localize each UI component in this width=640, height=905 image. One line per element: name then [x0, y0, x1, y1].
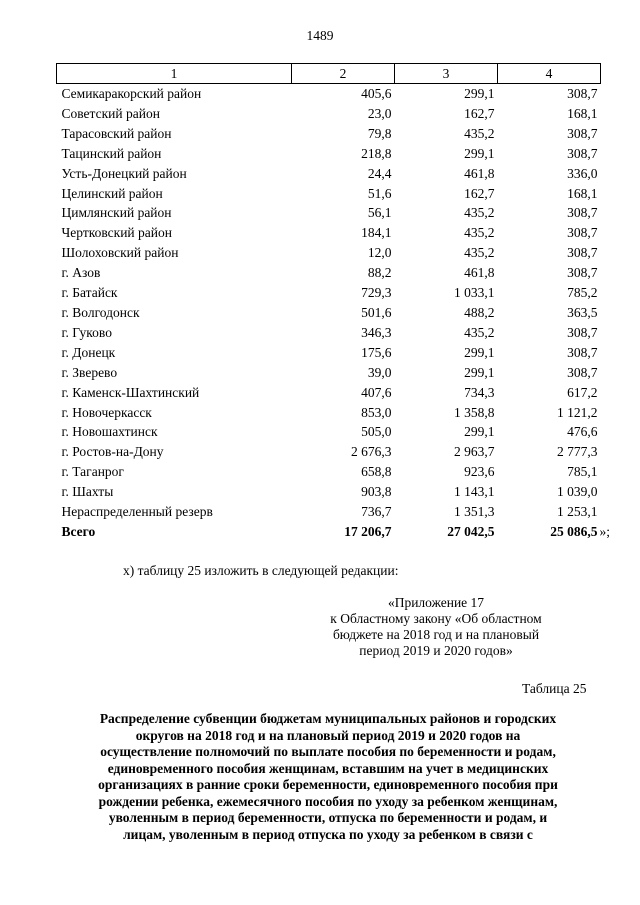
value-2018: 729,3 — [361, 285, 392, 301]
appendix-line: период 2019 и 2020 годов» — [359, 643, 513, 658]
value-2020: 1 121,2 — [557, 404, 598, 420]
value-2020: 308,7 — [567, 265, 598, 281]
value-2018: 56,1 — [367, 205, 392, 221]
table-heading — [56, 711, 600, 843]
table-row — [57, 442, 601, 462]
table-row — [57, 283, 601, 303]
municipality-name: г. Новошахтинск — [61, 424, 158, 440]
value-2019: 299,1 — [464, 145, 495, 161]
table-row — [57, 383, 601, 403]
table-row — [57, 403, 601, 423]
table-row — [57, 104, 601, 124]
value-2019: 435,2 — [464, 125, 495, 141]
value-2018: 405,6 — [361, 86, 392, 101]
value-2020: 336,0 — [567, 165, 598, 181]
value-2020: 2 777,3 — [557, 444, 598, 460]
table-row — [57, 303, 601, 323]
column-header: 2 — [292, 64, 395, 84]
heading-line: единовременного пособия женщинам, вставшим на учет в медицинских — [107, 760, 549, 776]
table-row — [57, 184, 601, 204]
value-2020: 308,7 — [567, 245, 598, 261]
municipality-name: г. Новочеркасск — [61, 404, 152, 420]
appendix-line: к Областному закону «Об областном — [330, 611, 542, 626]
table-row — [57, 343, 601, 363]
value-2018: 407,6 — [361, 384, 392, 400]
value-2020: 476,6 — [567, 424, 598, 440]
table-row — [57, 462, 601, 482]
value-2018: 658,8 — [361, 464, 392, 480]
value-2018: 736,7 — [361, 504, 392, 520]
heading-line: Распределение субвенции бюджетам муниципальных районов и городских — [99, 711, 557, 726]
value-2019: 734,3 — [464, 384, 495, 400]
value-2019: 435,2 — [464, 245, 495, 261]
value-2020: 308,7 — [567, 145, 598, 161]
municipality-name: Тацинский район — [61, 145, 162, 161]
appendix-line: «Приложение 17 — [387, 595, 485, 610]
value-2018: 51,6 — [367, 185, 392, 201]
value-2019: 299,1 — [464, 344, 495, 360]
value-2020: 168,1 — [567, 185, 598, 201]
value-2018: 24,4 — [367, 165, 392, 181]
heading-line: лицам, уволенным в период отпуска по уходу за ребенком в связи с — [123, 826, 533, 842]
column-header: 4 — [498, 64, 601, 84]
value-2019: 299,1 — [464, 364, 495, 380]
value-2018: 505,0 — [361, 424, 392, 440]
value-2020: 308,7 — [567, 125, 598, 141]
municipality-name: г. Волгодонск — [61, 304, 140, 320]
value-2019: 435,2 — [464, 225, 495, 241]
value-2020: 308,7 — [567, 344, 598, 360]
value-2018: 12,0 — [367, 245, 392, 261]
column-header: 1 — [57, 64, 292, 84]
municipality-name: г. Донецк — [61, 344, 116, 360]
value-2019: 162,7 — [464, 105, 495, 121]
heading-line: рождении ребенка, ежемесячного пособия по уходу за ребенком женщинам, — [98, 793, 558, 809]
municipality-name: г. Каменск-Шахтинский — [61, 384, 200, 400]
value-2020: 617,2 — [567, 384, 598, 400]
value-2019: 162,7 — [464, 185, 495, 201]
table-row — [57, 502, 601, 522]
value-2018: 23,0 — [367, 105, 392, 121]
value-2020: 308,7 — [567, 86, 598, 101]
table-row — [57, 243, 601, 263]
municipality-name: Тарасовский район — [61, 125, 172, 141]
value-2020: 308,7 — [567, 364, 598, 380]
heading-line: уволенным в период беременности, отпуска по беременности и родам, и — [108, 810, 548, 825]
heading-line: округов на 2018 год и на плановый период 2019 и 2020 годов на — [135, 727, 521, 743]
table-label: Таблица 25 — [522, 681, 587, 696]
appendix-line: бюджете на 2018 год и на плановый — [332, 627, 540, 642]
value-2018: 184,1 — [361, 225, 392, 241]
subvention-table — [56, 63, 611, 542]
municipality-name: г. Ростов-на-Дону — [61, 444, 164, 460]
municipality-name: г. Гуково — [61, 324, 112, 340]
value-2019: 435,2 — [464, 324, 495, 340]
municipality-name: Советский район — [61, 105, 160, 121]
heading-line: осуществление полномочий по выплате пособия по беременности и родам, — [100, 744, 556, 759]
value-2019: 1 033,1 — [454, 285, 495, 301]
value-2019: 299,1 — [464, 424, 495, 440]
value-2018: 88,2 — [367, 265, 392, 281]
value-2020: 785,1 — [567, 464, 598, 480]
municipality-name: Усть-Донецкий район — [61, 165, 187, 181]
total-row — [57, 522, 601, 542]
value-2019: 299,1 — [464, 86, 495, 101]
heading-line: организациях в ранние сроки беременности, единовременного пособия при — [98, 777, 558, 792]
value-2019: 1 351,3 — [454, 504, 495, 520]
municipality-name: г. Таганрог — [61, 464, 124, 480]
total-value-2020: 25 086,5 — [550, 523, 598, 539]
appendix-reference — [318, 595, 554, 659]
municipality-name: г. Батайск — [61, 285, 118, 301]
value-2018: 853,0 — [361, 404, 392, 420]
value-2019: 923,6 — [464, 464, 495, 480]
municipality-name: Нераспределенный резерв — [61, 504, 213, 520]
total-value-2018: 17 206,7 — [344, 523, 392, 539]
value-2020: 785,2 — [567, 285, 598, 301]
table-row — [57, 84, 601, 104]
value-2019: 1 358,8 — [454, 404, 495, 420]
table-row — [57, 482, 601, 502]
table-header-row — [57, 64, 601, 84]
value-2020: 1 253,1 — [557, 504, 598, 520]
municipality-name: г. Шахты — [61, 484, 114, 500]
table-row — [57, 263, 601, 283]
municipality-name: г. Зверево — [61, 364, 118, 380]
table-row — [57, 363, 601, 383]
value-2020: 308,7 — [567, 324, 598, 340]
value-2019: 461,8 — [464, 265, 495, 281]
page-number: 1489 — [306, 28, 334, 43]
total-value-2019: 27 042,5 — [447, 523, 495, 539]
value-2018: 39,0 — [367, 364, 392, 380]
value-2020: 363,5 — [567, 304, 598, 320]
value-2018: 218,8 — [361, 145, 392, 161]
value-2018: 346,3 — [361, 324, 392, 340]
municipality-name: Семикаракорский район — [61, 86, 202, 101]
municipality-name: Чертковский район — [61, 225, 172, 241]
value-2018: 2 676,3 — [351, 444, 392, 460]
value-2020: 168,1 — [567, 105, 598, 121]
value-2020: 1 039,0 — [557, 484, 598, 500]
value-2020: 308,7 — [567, 205, 598, 221]
municipality-name: г. Азов — [61, 265, 101, 281]
table-row — [57, 144, 601, 164]
table-body — [57, 84, 601, 522]
total-label: Всего — [61, 523, 96, 539]
value-2019: 435,2 — [464, 205, 495, 221]
table-row — [57, 203, 601, 223]
value-2019: 488,2 — [464, 304, 495, 320]
table-row — [57, 164, 601, 184]
column-header: 3 — [395, 64, 498, 84]
value-2018: 501,6 — [361, 304, 392, 320]
municipality-name: Цимлянский район — [61, 205, 172, 221]
value-2018: 79,8 — [367, 125, 392, 141]
table-row — [57, 323, 601, 343]
table-row — [57, 124, 601, 144]
value-2019: 2 963,7 — [454, 444, 495, 460]
table-row — [57, 223, 601, 243]
value-2019: 1 143,1 — [454, 484, 495, 500]
table-row — [57, 422, 601, 442]
value-2020: 308,7 — [567, 225, 598, 241]
amendment-paragraph: х) таблицу 25 изложить в следующей редакции: — [123, 563, 399, 578]
closing-quote: »; — [599, 523, 611, 539]
municipality-name: Целинский район — [61, 185, 163, 201]
total-value-2020-cell — [498, 522, 611, 542]
municipality-name: Шолоховский район — [61, 245, 179, 261]
value-2019: 461,8 — [464, 165, 495, 181]
value-2018: 175,6 — [361, 344, 392, 360]
value-2018: 903,8 — [361, 484, 392, 500]
